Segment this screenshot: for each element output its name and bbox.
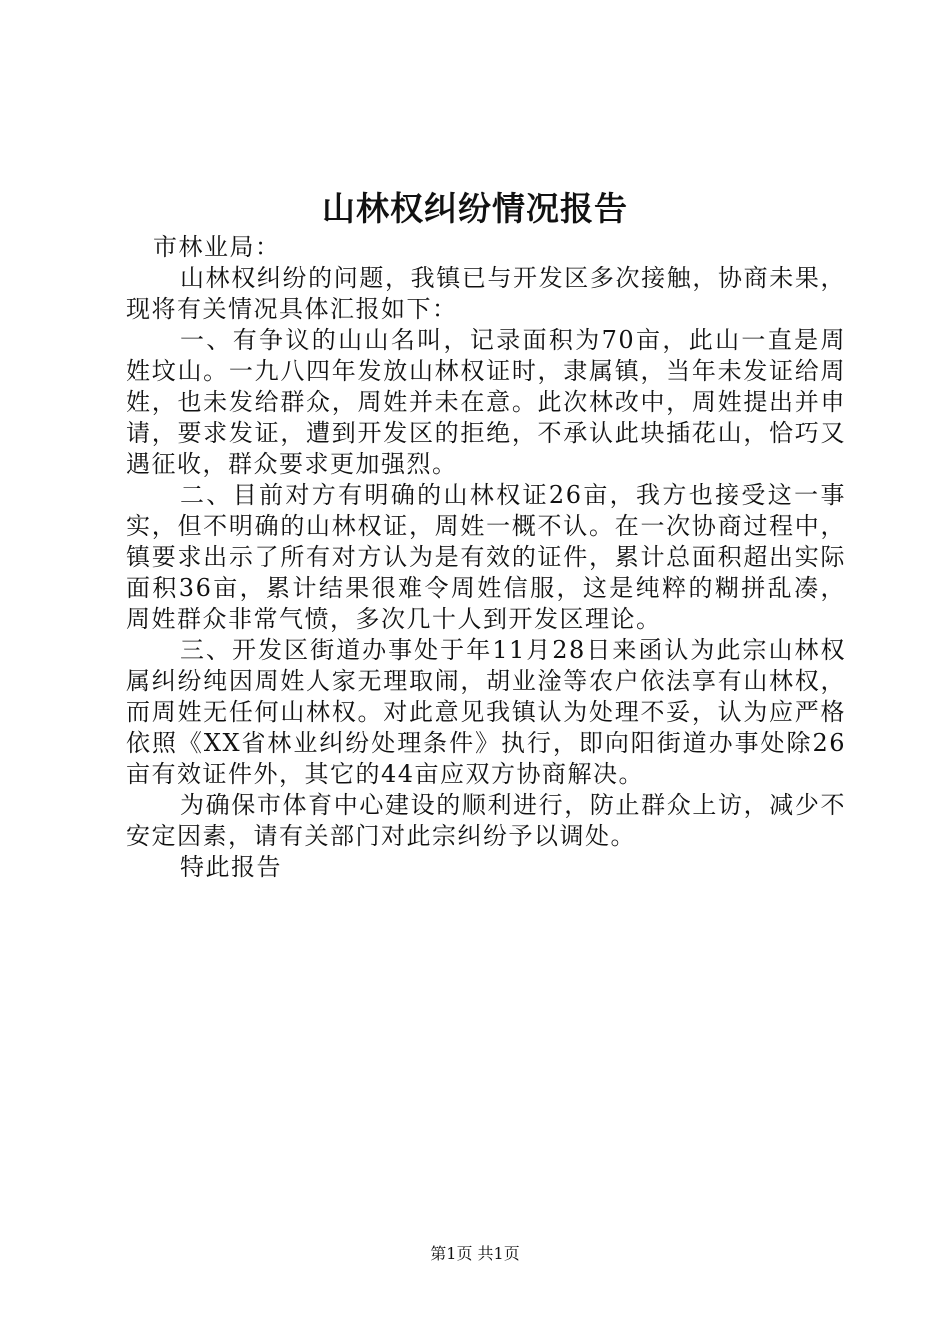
paragraph-closing: 特此报告 bbox=[180, 853, 282, 881]
document-body bbox=[126, 232, 846, 883]
document-title: 山林权纠纷情况报告 bbox=[322, 189, 628, 228]
paragraph-point-two: 二、目前对方有明确的山林权证26亩，我方也接受这一事实，但不明确的山林权证，周姓一概不认。在一次协商过程中，镇要求出示了所有对方认为是有效的证件，累计总面积超出实际面积36亩，累计结果很难令周姓信服，这是纯粹的糊拼乱凑，周姓群众非常气愤，多次几十人到开发区理论。 bbox=[126, 481, 846, 633]
paragraph-point-three: 三、开发区街道办事处于年11月28日来函认为此宗山林权属纠纷纯因周姓人家无理取闹，胡业淦等农户依法享有山林权，而周姓无任何山林权。对此意见我镇认为处理不妥，认为应严格依照《XX省林业纠纷处理条件》执行，即向阳街道办事处除26亩有效证件外，其它的44亩应双方协商解决。 bbox=[126, 636, 846, 788]
page-footer: 第1页 共1页 bbox=[430, 1244, 520, 1263]
paragraph-point-one: 一、有争议的山山名叫，记录面积为70亩，此山一直是周姓坟山。一九八四年发放山林权证时，隶属镇，当年未发证给周姓，也未发给群众，周姓并未在意。此次林改中，周姓提出并申请，要求发证，遭到开发区的拒绝，不承认此块插花山，恰巧又遇征收，群众要求更加强烈。 bbox=[126, 326, 846, 478]
salutation: 市林业局： bbox=[153, 233, 281, 261]
paragraph-intro: 山林权纠纷的问题，我镇已与开发区多次接触，协商未果，现将有关情况具体汇报如下： bbox=[126, 264, 846, 323]
paragraph-request: 为确保市体育中心建设的顺利进行，防止群众上访，减少不安定因素，请有关部门对此宗纠纷予以调处。 bbox=[126, 791, 846, 850]
